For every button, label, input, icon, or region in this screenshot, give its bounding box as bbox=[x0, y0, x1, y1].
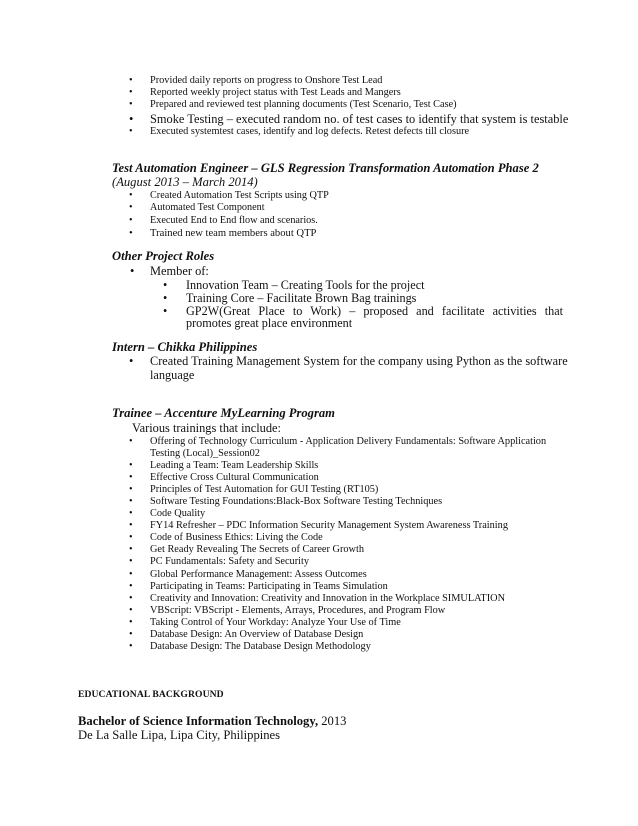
list-item: • Get Ready Revealing The Secrets of Career Growth bbox=[150, 544, 565, 556]
list-item bbox=[150, 264, 590, 330]
list-item: • Effective Cross Cultural Communication bbox=[150, 472, 565, 484]
list-item: • Leading a Team: Team Leadership Skills bbox=[150, 460, 565, 472]
job-dates: (August 2013 – March 2014) bbox=[112, 175, 258, 189]
list-item: • Code of Business Ethics: Living the Code bbox=[150, 532, 565, 544]
degree-year: 2013 bbox=[318, 714, 347, 728]
list-item: • Creativity and Innovation: Creativity and Innovation in the Workplace SIMULATION bbox=[150, 593, 565, 605]
education-heading: EDUCATIONAL BACKGROUND bbox=[78, 689, 224, 700]
list-item: • VBScript: VBScript - Elements, Arrays, Procedures, and Program Flow bbox=[150, 605, 565, 617]
list-item: • Executed End to End flow and scenarios. bbox=[150, 215, 570, 227]
list-item: • Reported weekly project status with Test Leads and Mangers bbox=[150, 87, 620, 99]
list-item: • GP2W(Great Place to Work) – proposed and facilitate activities that promotes great place environment bbox=[186, 305, 563, 331]
trainings-intro: Various trainings that include: bbox=[132, 421, 282, 435]
other-roles-list bbox=[150, 264, 590, 330]
list-item: • Software Testing Foundations:Black-Box Software Testing Techniques bbox=[150, 496, 565, 508]
school-name: De La Salle Lipa, Lipa City, Philippines bbox=[78, 728, 281, 742]
list-item: • Executed systemtest cases, identify and log defects. Retest defects till closure bbox=[150, 126, 620, 138]
list-item: • Created Training Management System for the company using Python as the software language bbox=[150, 355, 570, 382]
trainee-title: Trainee – Accenture MyLearning Program bbox=[112, 406, 335, 420]
trainings-list bbox=[150, 436, 565, 653]
list-item: • Created Automation Test Scripts using QTP bbox=[150, 190, 570, 202]
list-item: • Automated Test Component bbox=[150, 202, 570, 214]
list-item: • Database Design: An Overview of Database Design bbox=[150, 629, 565, 641]
list-item: • PC Fundamentals: Safety and Security bbox=[150, 556, 565, 568]
list-item: • Code Quality bbox=[150, 508, 565, 520]
degree-line bbox=[78, 714, 346, 729]
list-item: • Smoke Testing – executed random no. of test cases to identify that system is testable bbox=[150, 112, 620, 126]
list-item: • Participating in Teams: Participating in Teams Simulation bbox=[150, 581, 565, 593]
member-of-label: Member of: bbox=[150, 264, 209, 278]
intern-duties-list bbox=[150, 355, 570, 382]
list-item: • Training Core – Facilitate Brown Bag trainings bbox=[186, 292, 563, 305]
list-item: • Offering of Technology Curriculum - Application Delivery Fundamentals: Software Application Testing (Local)_Session02 bbox=[150, 436, 565, 460]
list-item: • Principles of Test Automation for GUI Testing (RT105) bbox=[150, 484, 565, 496]
degree-name: Bachelor of Science Information Technology, bbox=[78, 714, 319, 728]
list-item: • FY14 Refresher – PDC Information Security Management System Awareness Training bbox=[150, 520, 565, 532]
qtp-duties-list bbox=[150, 190, 570, 240]
member-of-sublist bbox=[186, 279, 563, 330]
intern-title: Intern – Chikka Philippines bbox=[112, 340, 258, 354]
other-roles-title: Other Project Roles bbox=[112, 249, 215, 263]
list-item: • Provided daily reports on progress to Onshore Test Lead bbox=[150, 75, 620, 87]
responsibilities-list bbox=[150, 75, 620, 138]
list-item: • Taking Control of Your Workday: Analyze Your Use of Time bbox=[150, 617, 565, 629]
list-item: • Global Performance Management: Assess Outcomes bbox=[150, 569, 565, 581]
list-item: • Trained new team members about QTP bbox=[150, 227, 570, 240]
list-item: • Database Design: The Database Design Methodology bbox=[150, 641, 565, 653]
job-title-test-automation: Test Automation Engineer – GLS Regression Transformation Automation Phase 2 bbox=[112, 161, 539, 175]
list-item: • Prepared and reviewed test planning documents (Test Scenario, Test Case) bbox=[150, 99, 620, 111]
list-item: • Innovation Team – Creating Tools for the project bbox=[186, 279, 563, 292]
